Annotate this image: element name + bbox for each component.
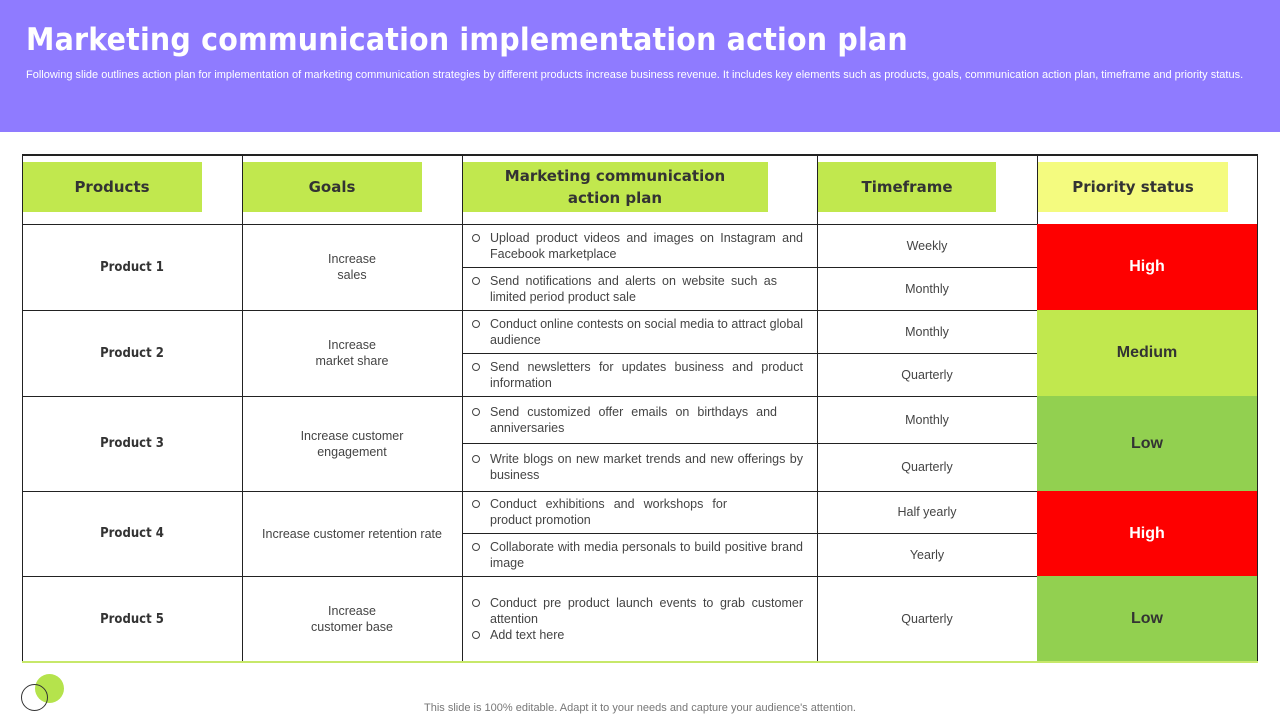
product-cell: Product 4 [100,526,164,541]
goal-cell: Increase customer retention rate [262,526,442,541]
table-bottom-border [22,661,1258,663]
action-item [462,491,817,533]
action-item [462,443,817,491]
grid-line [22,154,23,662]
timeframe-cell: Weekly [906,238,948,253]
goal-cell: Increase customer engagement [300,428,404,459]
table-top-border [818,154,1038,156]
action-text: Conduct exhibitions and workshops for product promotion [490,497,727,527]
footer-note: This slide is 100% editable. Adapt it to your needs and capture your audience's attention. [424,702,856,714]
column-header-products: Products [22,162,202,212]
column-header-goals: Goals [242,162,422,212]
page-subtitle: Following slide outlines action plan for implementation of marketing communication strategies by different products increase business revenue. It includes key elements such as products, goals, communication action plan, timeframe and priority status. [26,69,1244,81]
timeframe-cell: Monthly [905,281,949,296]
priority-status-badge: Low [1037,396,1257,491]
action-text: Upload product videos and images on Instagram and Facebook marketplace [490,230,803,261]
column-header-action-plan: Marketing communication action plan [462,162,768,212]
action-item [462,353,817,396]
action-text: Conduct pre product launch events to grab customer attention [490,596,803,626]
action-text: Collaborate with media personals to build positive brand image [490,539,803,570]
timeframe-cell: Half yearly [897,505,957,519]
action-item [462,267,817,310]
column-header-priority: Priority status [1038,162,1228,212]
timeframe-cell: Quarterly [901,612,953,626]
goal-cell: Increase market share [315,338,389,368]
action-item [462,396,817,443]
action-item [462,310,817,353]
timeframe-cell: Monthly [905,412,949,427]
timeframe-cell: Quarterly [901,460,953,474]
action-item [462,576,817,662]
page-title: Marketing communication implementation action plan [26,22,908,58]
product-cell: Product 1 [100,259,164,275]
action-text: Send customized offer emails on birthdays and anniversaries [490,404,777,435]
action-text: Conduct online contests on social media to attract global audience [490,316,803,347]
action-text: Send newsletters for updates business and product information [490,359,803,390]
grid-line [1257,154,1258,662]
timeframe-cell: Quarterly [901,367,953,382]
priority-status-badge: Low [1037,576,1257,662]
column-header-timeframe: Timeframe [818,162,996,212]
action-item [462,533,817,576]
product-cell: Product 5 [100,611,164,627]
goal-cell: Increase customer base [311,604,393,634]
product-cell: Product 2 [100,345,164,361]
table-top-border [462,154,818,156]
action-text: Send notifications and alerts on website such as limited period product sale [490,273,777,304]
priority-status-badge: High [1037,224,1257,310]
action-item [462,224,817,267]
action-text: Write blogs on new market trends and new offerings by business [490,452,803,482]
action-plan-table [22,154,1258,662]
table-top-border [1038,154,1258,156]
priority-status-badge: High [1037,491,1257,576]
product-cell: Product 3 [100,436,164,451]
action-text-placeholder: Add text here [490,627,803,643]
title-banner [0,0,1280,132]
priority-status-badge: Medium [1037,310,1257,396]
table-top-border [242,154,462,156]
timeframe-cell: Monthly [905,324,949,339]
table-top-border [22,154,242,156]
goal-cell: Increase sales [328,252,376,282]
timeframe-cell: Yearly [909,547,945,562]
